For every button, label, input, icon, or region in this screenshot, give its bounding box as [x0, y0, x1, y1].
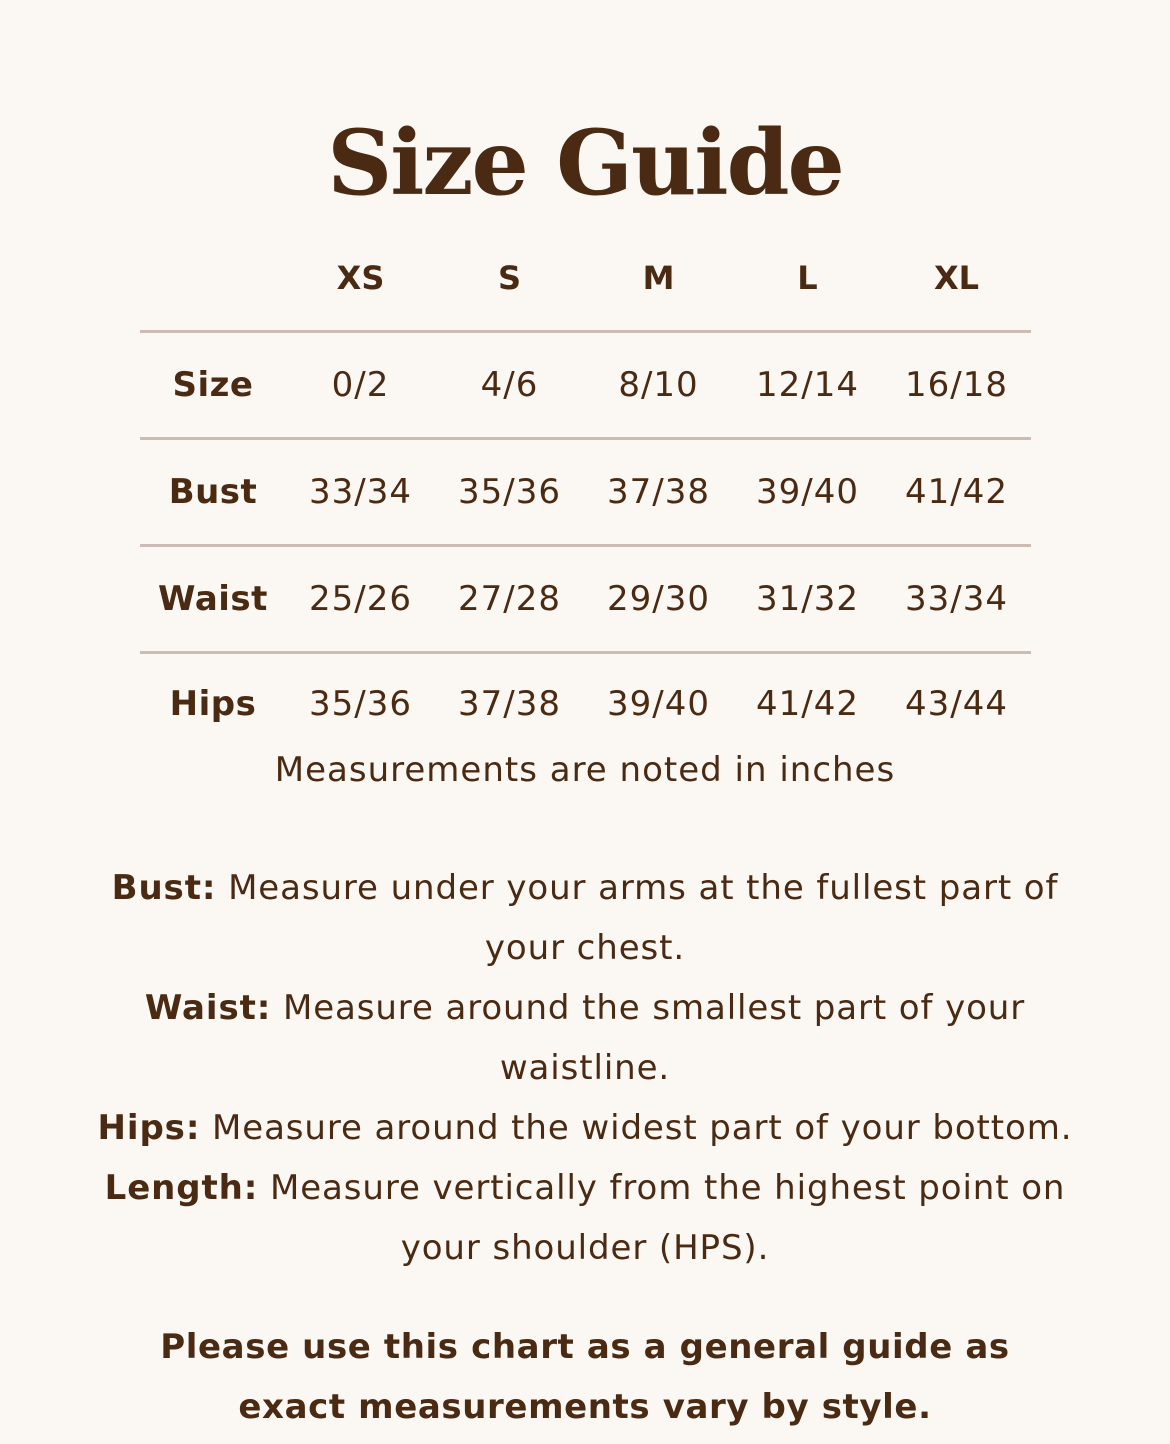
column-header-s: S	[497, 258, 522, 297]
row-label: Waist	[158, 579, 268, 619]
disclaimer-note: Please use this chart as a general guide as exact measurements vary by style.	[160, 1327, 1010, 1427]
table-cell: 12/14	[756, 365, 859, 405]
table-cell: 35/36	[309, 684, 412, 724]
definition-term: Waist:	[144, 988, 272, 1028]
size-chart-table	[140, 225, 1031, 754]
table-cell: 29/30	[607, 579, 710, 619]
table-row-size	[140, 333, 1031, 440]
definition-term: Bust:	[111, 868, 217, 908]
table-cell: 4/6	[480, 365, 539, 405]
table-cell: 0/2	[331, 365, 390, 405]
column-header-xl: XL	[933, 258, 980, 297]
row-label: Bust	[168, 472, 258, 512]
table-cell: 41/42	[905, 472, 1008, 512]
units-note: Measurements are noted in inches	[274, 750, 896, 790]
table-cell: 31/32	[756, 579, 859, 619]
definition-term: Hips:	[97, 1108, 201, 1148]
table-row-waist	[140, 547, 1031, 654]
definition-hips	[85, 1098, 1085, 1158]
column-header-xs: XS	[336, 258, 385, 297]
table-cell: 16/18	[905, 365, 1008, 405]
page-title: Size Guide	[327, 110, 843, 217]
table-cell: 8/10	[618, 365, 699, 405]
table-cell: 35/36	[458, 472, 561, 512]
table-cell: 37/38	[607, 472, 710, 512]
table-cell: 37/38	[458, 684, 561, 724]
column-header-l: L	[797, 258, 818, 297]
table-header-row	[140, 225, 1031, 333]
row-label: Size	[172, 365, 254, 405]
definition-text: Measure around the widest part of your bottom.	[200, 1108, 1073, 1148]
table-cell: 33/34	[309, 472, 412, 512]
table-row-hips	[140, 654, 1031, 754]
table-cell: 39/40	[607, 684, 710, 724]
row-label: Hips	[169, 684, 257, 724]
table-cell: 25/26	[309, 579, 412, 619]
table-row-bust	[140, 440, 1031, 547]
definition-text: Measure around the smallest part of your waistline.	[271, 988, 1026, 1088]
definition-text: Measure vertically from the highest point on your shoulder (HPS).	[258, 1168, 1066, 1268]
table-cell: 39/40	[756, 472, 859, 512]
table-cell: 27/28	[458, 579, 561, 619]
table-cell: 43/44	[905, 684, 1008, 724]
table-cell: 41/42	[756, 684, 859, 724]
column-header-m: M	[642, 258, 675, 297]
definition-text: Measure under your arms at the fullest part of your chest.	[216, 868, 1059, 968]
definition-waist	[85, 978, 1085, 1098]
definition-term: Length:	[104, 1168, 259, 1208]
definition-bust	[85, 858, 1085, 978]
measurement-definitions	[85, 858, 1085, 1278]
table-cell: 33/34	[905, 579, 1008, 619]
definition-length	[85, 1158, 1085, 1278]
